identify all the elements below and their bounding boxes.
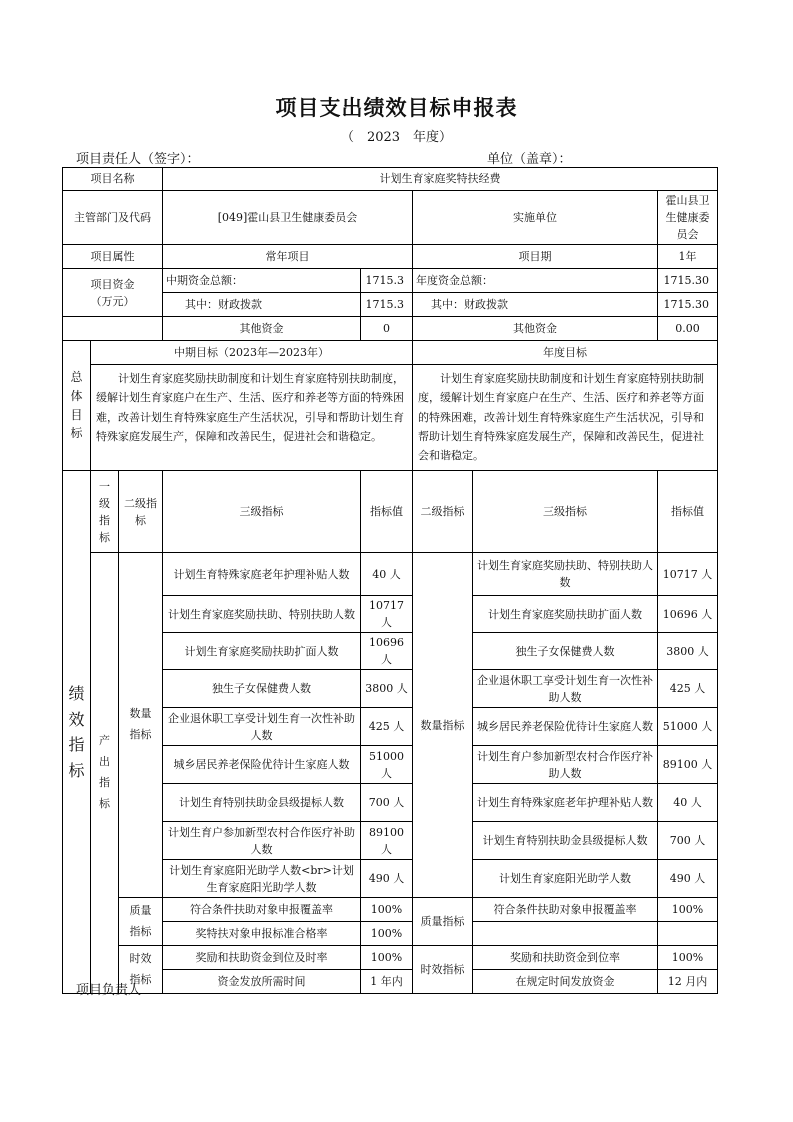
indicator-value: 1 年内 <box>361 970 413 994</box>
project-period-label: 项目期 <box>413 245 658 269</box>
perf-char: 指 <box>68 735 85 755</box>
indicator-row <box>63 553 718 596</box>
fund-label-text: 项目资金 <box>90 277 135 291</box>
impl-unit-value: 霍山县卫生健康委员会 <box>658 191 718 245</box>
perf-char: 标 <box>68 760 85 780</box>
indicator-name: 计划生育家庭奖励扶助扩面人数 <box>163 633 361 670</box>
indicator-name: 资金发放所需时间 <box>163 970 361 994</box>
mid-other-label: 其他资金 <box>163 317 361 341</box>
mid-goal-text: 计划生育家庭奖励扶助制度和计划生育家庭特别扶助制度，缓解计划生育家庭户在生产、生活、医疗和养老等方面的特殊困难，改善计划生育特殊家庭生产生活状况，引导和帮助计划生育特殊家庭发展生产，保障和改善民生，促进社会和谐稳定。 <box>91 365 413 471</box>
level2-header-right: 二级指标 <box>413 471 473 553</box>
level3-header: 三级指标 <box>163 471 361 553</box>
page-title: 项目支出绩效目标申报表 <box>275 95 518 120</box>
mid-fiscal-value: 1715.3 <box>361 293 413 317</box>
indicator-name-right: 奖励和扶助资金到位率 <box>473 946 658 970</box>
year-goal-header: 年度目标 <box>413 341 718 365</box>
indicator-value-right: 89100 人 <box>658 746 718 784</box>
perf-char: 效 <box>68 709 85 729</box>
indicator-value: 100% <box>361 946 413 970</box>
year-line: （ 2023 年度） <box>340 130 453 145</box>
indicator-value-right: 10696 人 <box>658 596 718 633</box>
indicator-value-right: 10717 人 <box>658 553 718 596</box>
indicator-name: 计划生育家庭奖励扶助、特别扶助人数 <box>163 596 361 633</box>
indicator-name: 独生子女保健费人数 <box>163 670 361 708</box>
indicator-row <box>63 946 718 970</box>
project-name-label: 项目名称 <box>63 168 163 191</box>
level3-header-right: 三级指标 <box>473 471 658 553</box>
indicator-row <box>63 898 718 922</box>
indicator-value: 10717 人 <box>361 596 413 633</box>
output-indicator-label: 产出指标 <box>91 553 119 994</box>
fund-label <box>63 269 163 317</box>
year-total-label: 年度资金总额： <box>413 269 658 293</box>
indicator-name-right <box>473 922 658 946</box>
indicator-value: 490 人 <box>361 860 413 898</box>
year-goal-text: 计划生育家庭奖励扶助制度和计划生育家庭特别扶助制度，缓解计划生育家庭户在生产、生活、医疗和养老等方面的特殊困难，改善计划生育特殊家庭生产生活状况，引导和帮助计划生育特殊家庭发展生产，保障和改善民生，促进社会和谐稳定。 <box>413 365 718 471</box>
project-period-value: 1年 <box>658 245 718 269</box>
responsible-person-label: 项目责任人（签字）： <box>76 152 200 167</box>
indicator-value: 89100 人 <box>361 822 413 860</box>
indicator-value: 700 人 <box>361 784 413 822</box>
indicator-value-right: 51000 人 <box>658 708 718 746</box>
project-attr-value: 常年项目 <box>163 245 413 269</box>
indicator-name-right: 符合条件扶助对象申报覆盖率 <box>473 898 658 922</box>
project-attr-label: 项目属性 <box>63 245 163 269</box>
indicator-name-right: 企业退休职工享受计划生育一次性补助人数 <box>473 670 658 708</box>
indicator-name-right: 计划生育家庭奖励扶助扩面人数 <box>473 596 658 633</box>
indicator-name: 城乡居民养老保险优待计生家庭人数 <box>163 746 361 784</box>
mid-fiscal-label: 其中：财政拨款 <box>163 293 361 317</box>
indicator-value-right: 100% <box>658 898 718 922</box>
unit-seal-label: 单位（盖章）： <box>487 152 572 167</box>
indicator-value: 100% <box>361 898 413 922</box>
indicator-name-right: 城乡居民养老保险优待计生家庭人数 <box>473 708 658 746</box>
indicator-name: 符合条件扶助对象申报覆盖率 <box>163 898 361 922</box>
indicator-name-right: 计划生育家庭奖励扶助、特别扶助人数 <box>473 553 658 596</box>
level2-header: 二级指标 <box>119 471 163 553</box>
indicator-name-right: 计划生育户参加新型农村合作医疗补助人数 <box>473 746 658 784</box>
mid-goal-header: 中期目标（2023年—2023年） <box>91 341 413 365</box>
goal-char: 标 <box>70 426 83 441</box>
fund-spacer-cell <box>63 317 163 341</box>
fund-unit-text: （万元） <box>90 294 135 308</box>
indicator-value-right: 490 人 <box>658 860 718 898</box>
indicator-name: 计划生育户参加新型农村合作医疗补助人数 <box>163 822 361 860</box>
indicator-value-right: 700 人 <box>658 822 718 860</box>
indicator-name: 奖特扶对象申报标准合格率 <box>163 922 361 946</box>
goal-char: 体 <box>70 389 83 404</box>
indicator-value: 425 人 <box>361 708 413 746</box>
performance-target-table <box>62 167 718 994</box>
mid-other-value: 0 <box>361 317 413 341</box>
indicator-name-right: 独生子女保健费人数 <box>473 633 658 670</box>
indicator-value: 10696 人 <box>361 633 413 670</box>
indicator-value: 51000 人 <box>361 746 413 784</box>
indicator-name-right: 计划生育特别扶助金县级提标人数 <box>473 822 658 860</box>
indicator-value: 3800 人 <box>361 670 413 708</box>
project-name-value: 计划生育家庭奖特扶经费 <box>163 168 718 191</box>
value-header-right: 指标值 <box>658 471 718 553</box>
quality-indicator-label-right: 质量指标 <box>413 898 473 946</box>
goal-char: 目 <box>70 407 83 422</box>
year-total-value: 1715.30 <box>658 269 718 293</box>
indicator-value-right <box>658 922 718 946</box>
quantity-indicator-label-right: 数量指标 <box>413 553 473 898</box>
level1-header: 一级指标 <box>91 471 119 553</box>
year-fiscal-label: 其中：财政拨款 <box>413 293 658 317</box>
indicator-name: 计划生育特别扶助金县级提标人数 <box>163 784 361 822</box>
mid-total-value: 1715.3 <box>361 269 413 293</box>
impl-unit-label: 实施单位 <box>413 191 658 245</box>
indicator-name: 计划生育特殊家庭老年护理补贴人数 <box>163 553 361 596</box>
quantity-indicator-label: 数量指标 <box>119 553 163 898</box>
indicator-value-right: 12 月内 <box>658 970 718 994</box>
indicator-name: 企业退休职工享受计划生育一次性补助人数 <box>163 708 361 746</box>
footer-label: 项目负责人 <box>76 983 142 998</box>
indicator-value-right: 40 人 <box>658 784 718 822</box>
dept-value: [049]霍山县卫生健康委员会 <box>163 191 413 245</box>
indicator-name: 奖励和扶助资金到位及时率 <box>163 946 361 970</box>
dept-label: 主管部门及代码 <box>63 191 163 245</box>
year-fiscal-value: 1715.30 <box>658 293 718 317</box>
indicator-value-right: 3800 人 <box>658 633 718 670</box>
performance-indicator-label <box>63 471 91 994</box>
indicator-value: 40 人 <box>361 553 413 596</box>
indicator-name-right: 计划生育特殊家庭老年护理补贴人数 <box>473 784 658 822</box>
indicator-name: 计划生育家庭阳光助学人数<br>计划生育家庭阳光助学人数 <box>163 860 361 898</box>
indicator-value: 100% <box>361 922 413 946</box>
indicator-value-right: 425 人 <box>658 670 718 708</box>
mid-total-label: 中期资金总额： <box>163 269 361 293</box>
indicator-name-right: 计划生育家庭阳光助学人数 <box>473 860 658 898</box>
overall-goal-label <box>63 341 91 471</box>
value-header: 指标值 <box>361 471 413 553</box>
quality-indicator-label: 质量指标 <box>119 898 163 946</box>
indicator-name-right: 在规定时间发放资金 <box>473 970 658 994</box>
time-indicator-label-right: 时效指标 <box>413 946 473 994</box>
indicator-value-right: 100% <box>658 946 718 970</box>
year-other-label: 其他资金 <box>413 317 658 341</box>
goal-char: 总 <box>70 370 83 385</box>
perf-char: 绩 <box>68 684 85 704</box>
year-other-value: 0.00 <box>658 317 718 341</box>
time-indicator-label: 时效指标 <box>119 946 163 994</box>
